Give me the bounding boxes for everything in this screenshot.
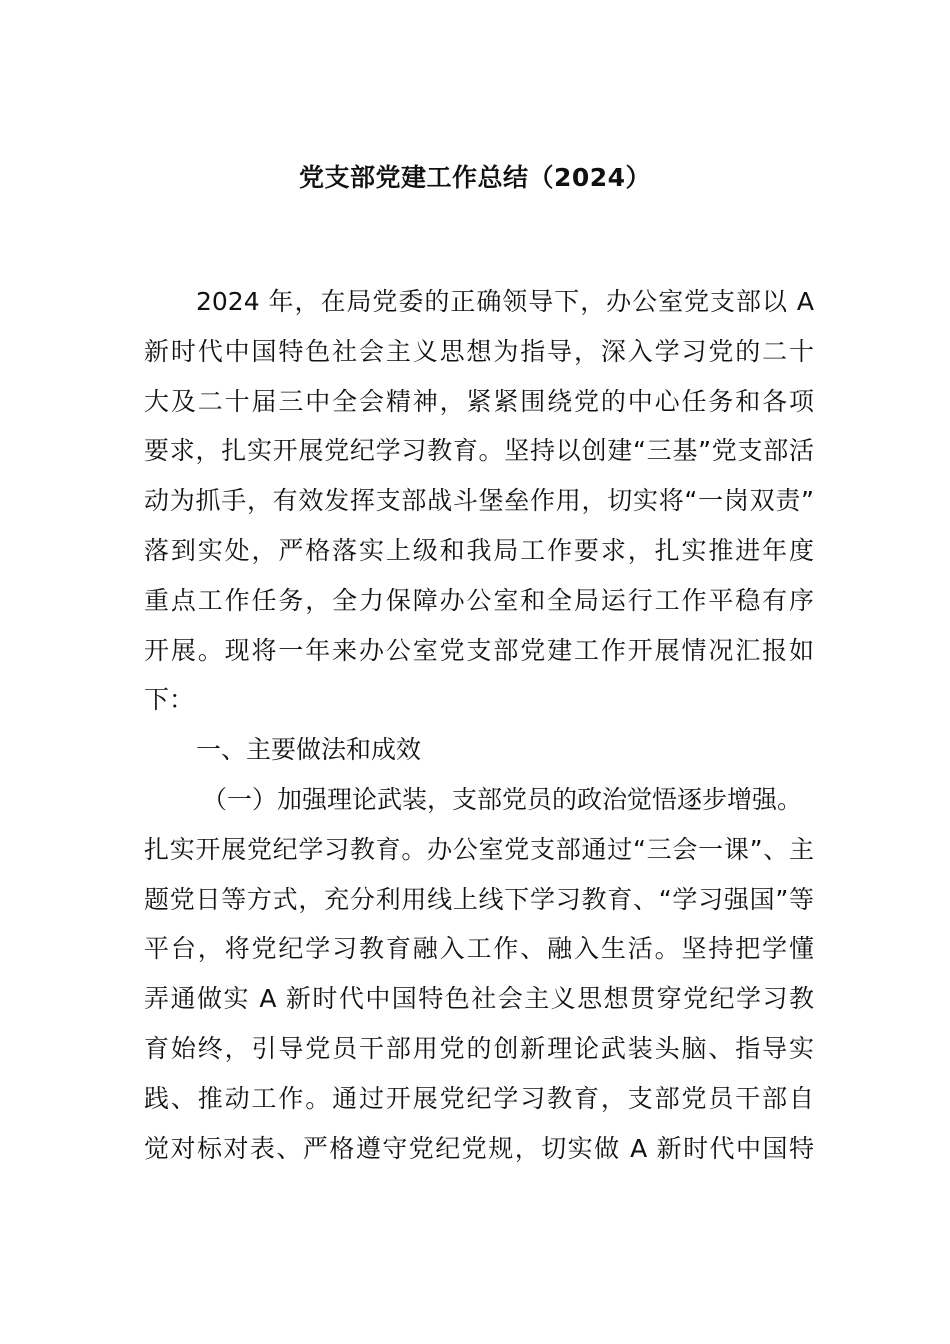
paragraph-line: 弄通做实 A 新时代中国特色社会主义思想贯穿党纪学习教 bbox=[144, 984, 814, 1014]
paragraph-line: 觉对标对表、严格遵守党纪党规，切实做 A 新时代中国特 bbox=[144, 1133, 814, 1163]
subsection-heading: （一）加强理论武装，支部党员的政治觉悟逐步增强。 bbox=[202, 784, 803, 814]
paragraph-line: 大及二十届三中全会精神，紧紧围绕党的中心任务和各项 bbox=[144, 386, 814, 416]
paragraph-line: 扎实开展党纪学习教育。办公室党支部通过“三会一课”、主 bbox=[144, 834, 814, 864]
paragraph-line: 题党日等方式，充分利用线上线下学习教育、“学习强国”等 bbox=[144, 884, 814, 914]
paragraph-line: 动为抓手，有效发挥支部战斗堡垒作用，切实将“一岗双责” bbox=[144, 486, 814, 516]
paragraph-line: 平台，将党纪学习教育融入工作、融入生活。坚持把学懂 bbox=[144, 934, 814, 964]
paragraph-line: 2024 年，在局党委的正确领导下，办公室党支部以 A bbox=[196, 287, 814, 316]
paragraph-line: 践、推动工作。通过开展党纪学习教育，支部党员干部自 bbox=[144, 1083, 814, 1113]
paragraph-line: 新时代中国特色社会主义思想为指导，深入学习党的二十 bbox=[144, 336, 814, 366]
paragraph-line: 落到实处，严格落实上级和我局工作要求，扎实推进年度 bbox=[144, 535, 814, 565]
section-heading: 一、主要做法和成效 bbox=[196, 735, 422, 765]
paragraph-line: 要求，扎实开展党纪学习教育。坚持以创建“三基”党支部活 bbox=[144, 436, 814, 466]
paragraph-line: 开展。现将一年来办公室党支部党建工作开展情况汇报如 bbox=[144, 635, 814, 665]
document-body bbox=[144, 282, 814, 1178]
paragraph-line: 重点工作任务，全力保障办公室和全局运行工作平稳有序 bbox=[144, 585, 814, 615]
document-title: 党支部党建工作总结（2024） bbox=[298, 163, 652, 192]
paragraph-line: 下： bbox=[144, 685, 195, 715]
paragraph-line: 育始终，引导党员干部用党的创新理论武装头脑、指导实 bbox=[144, 1033, 814, 1063]
